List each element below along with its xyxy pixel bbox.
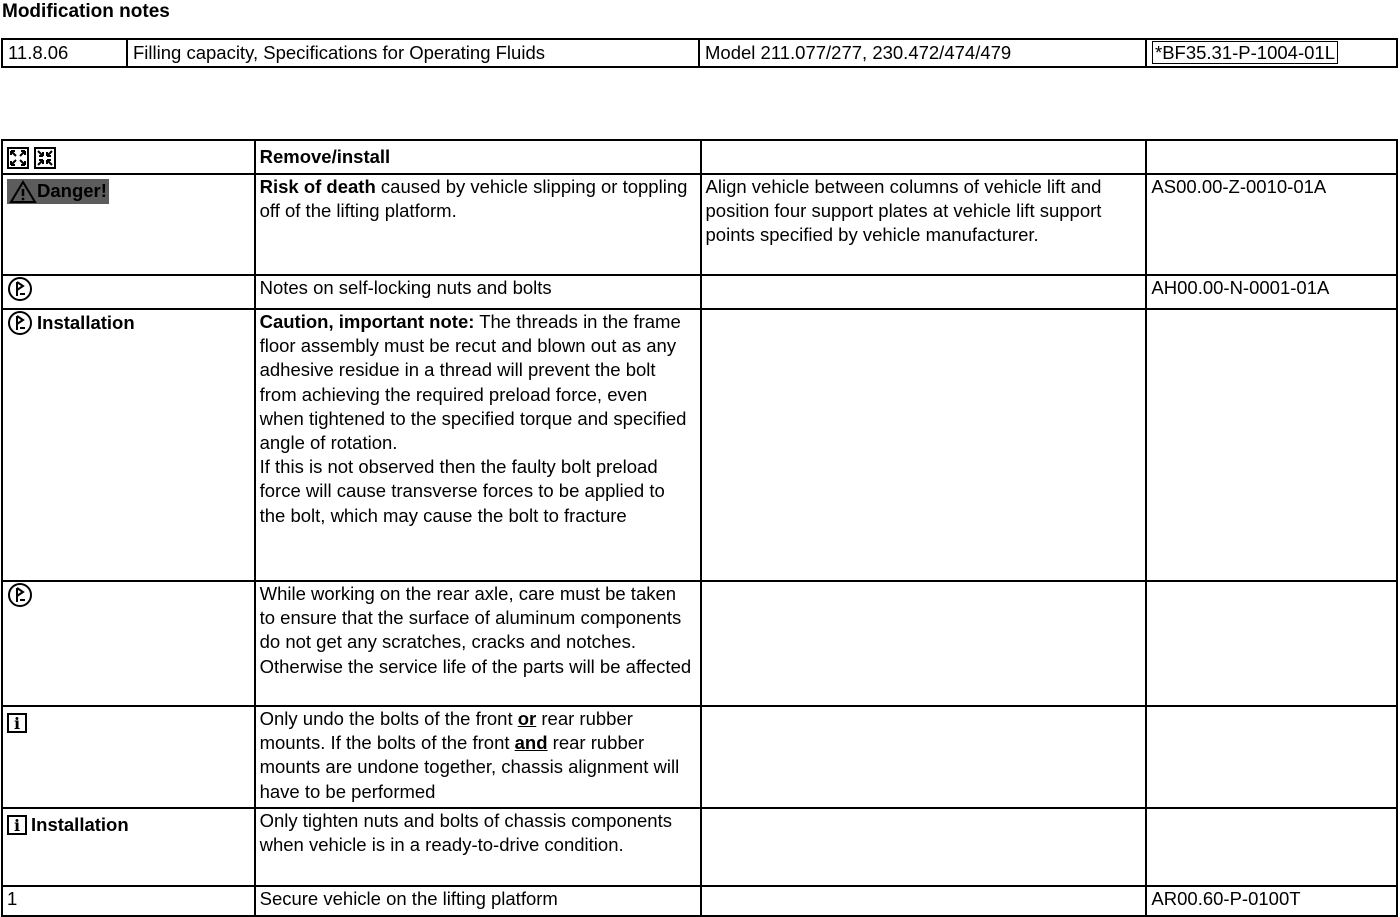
self-locking-note: Notes on self-locking nuts and bolts (255, 275, 701, 309)
danger-badge (7, 179, 109, 204)
empty-cell (701, 706, 1147, 808)
note-circle-icon (7, 276, 33, 302)
table-header-row (2, 140, 1397, 174)
secure-vehicle-step: Secure vehicle on the lifting platform (255, 886, 701, 916)
empty-cell (1146, 808, 1397, 886)
mod-date: 11.8.06 (2, 39, 127, 67)
warning-triangle-icon (9, 180, 37, 204)
collapse-icon[interactable] (34, 147, 56, 169)
rubber-mount-text-1: Only undo the bolts of the front (259, 708, 518, 729)
self-locking-ref-link[interactable]: AH00.00-N-0001-01A (1146, 275, 1397, 309)
caution-text-2: If this is not observed then the faulty bolt preload force will cause transverse forces to be applied to the bolt, which may cause the bolt to fracture (259, 456, 665, 526)
table-row (2, 706, 1397, 808)
danger-text: caused by vehicle slipping or toppling off of the lifting platform. (259, 176, 688, 222)
rubber-mount-text-2: rear rubber mounts. If the bolts of the front (259, 708, 633, 754)
header-empty-3 (701, 140, 1147, 174)
procedure-table (1, 139, 1398, 917)
empty-cell (701, 808, 1147, 886)
empty-cell (1146, 581, 1397, 706)
caution-label: Caution, important note: (259, 311, 475, 332)
table-row (2, 581, 1397, 706)
empty-cell (701, 581, 1147, 706)
info-cell (2, 706, 255, 808)
note-cell (2, 275, 255, 309)
danger-cell (2, 174, 255, 275)
table-row (2, 886, 1397, 916)
rubber-mount-text-3: rear rubber mounts are undone together, chassis alignment will have to be performed (259, 732, 680, 802)
note-cell (2, 581, 255, 706)
or-emphasis: or (517, 708, 537, 729)
caution-text: The threads in the frame floor assembly must be recut and blown out as any adhesive residue in a thread will prevent the bolt from achieving the required preload force, even when tightened to the specified torque and specified angle of rotation. (259, 311, 687, 454)
table-row (2, 174, 1397, 275)
empty-cell (1146, 706, 1397, 808)
header-empty-4 (1146, 140, 1397, 174)
modification-notes-table (1, 38, 1398, 68)
table-row (2, 309, 1397, 581)
info-icon: i (7, 713, 27, 733)
aluminum-note: While working on the rear axle, care must be taken to ensure that the surface of aluminum components do not get any scratches, cracks and notches. Otherwise the service life of the parts will be affected (255, 581, 701, 706)
rubber-mount-note (255, 706, 701, 808)
modification-notes-title: Modification notes (2, 1, 170, 22)
info-icon: i (7, 815, 27, 835)
caution-description (255, 309, 701, 581)
installation-note-cell (2, 309, 255, 581)
installation-label: Installation (37, 312, 135, 333)
secure-vehicle-ref-link[interactable]: AR00.60-P-0100T (1146, 886, 1397, 916)
note-circle-icon (7, 582, 33, 608)
mod-models: Model 211.077/277, 230.472/474/479 (699, 39, 1146, 67)
empty-cell (701, 886, 1147, 916)
empty-cell (701, 309, 1147, 581)
mod-description: Filling capacity, Specifications for Operating Fluids (127, 39, 699, 67)
mod-ref-cell (1146, 39, 1397, 67)
table-row (2, 808, 1397, 886)
step-number: 1 (2, 886, 255, 916)
installation-label: Installation (31, 814, 129, 835)
table-row (2, 275, 1397, 309)
tighten-note: Only tighten nuts and bolts of chassis components when vehicle is in a ready-to-drive condition. (255, 808, 701, 886)
danger-action: Align vehicle between columns of vehicle lift and position four support plates at vehicle lift support points specified by vehicle manufacturer. (701, 174, 1147, 275)
mod-ref-link[interactable]: *BF35.31-P-1004-01L (1152, 41, 1338, 64)
danger-ref-link[interactable]: AS00.00-Z-0010-01A (1146, 174, 1397, 275)
and-emphasis: and (514, 732, 548, 754)
risk-of-death-label: Risk of death (259, 176, 376, 197)
danger-description (255, 174, 701, 275)
danger-label: Danger! (37, 179, 107, 201)
installation-info-cell (2, 808, 255, 886)
header-title: Remove/install (255, 140, 701, 174)
expand-collapse-cell (2, 140, 255, 174)
empty-cell (1146, 309, 1397, 581)
expand-icon[interactable] (7, 147, 29, 169)
note-circle-icon (7, 310, 33, 336)
modification-row (2, 39, 1397, 67)
empty-cell (701, 275, 1147, 309)
